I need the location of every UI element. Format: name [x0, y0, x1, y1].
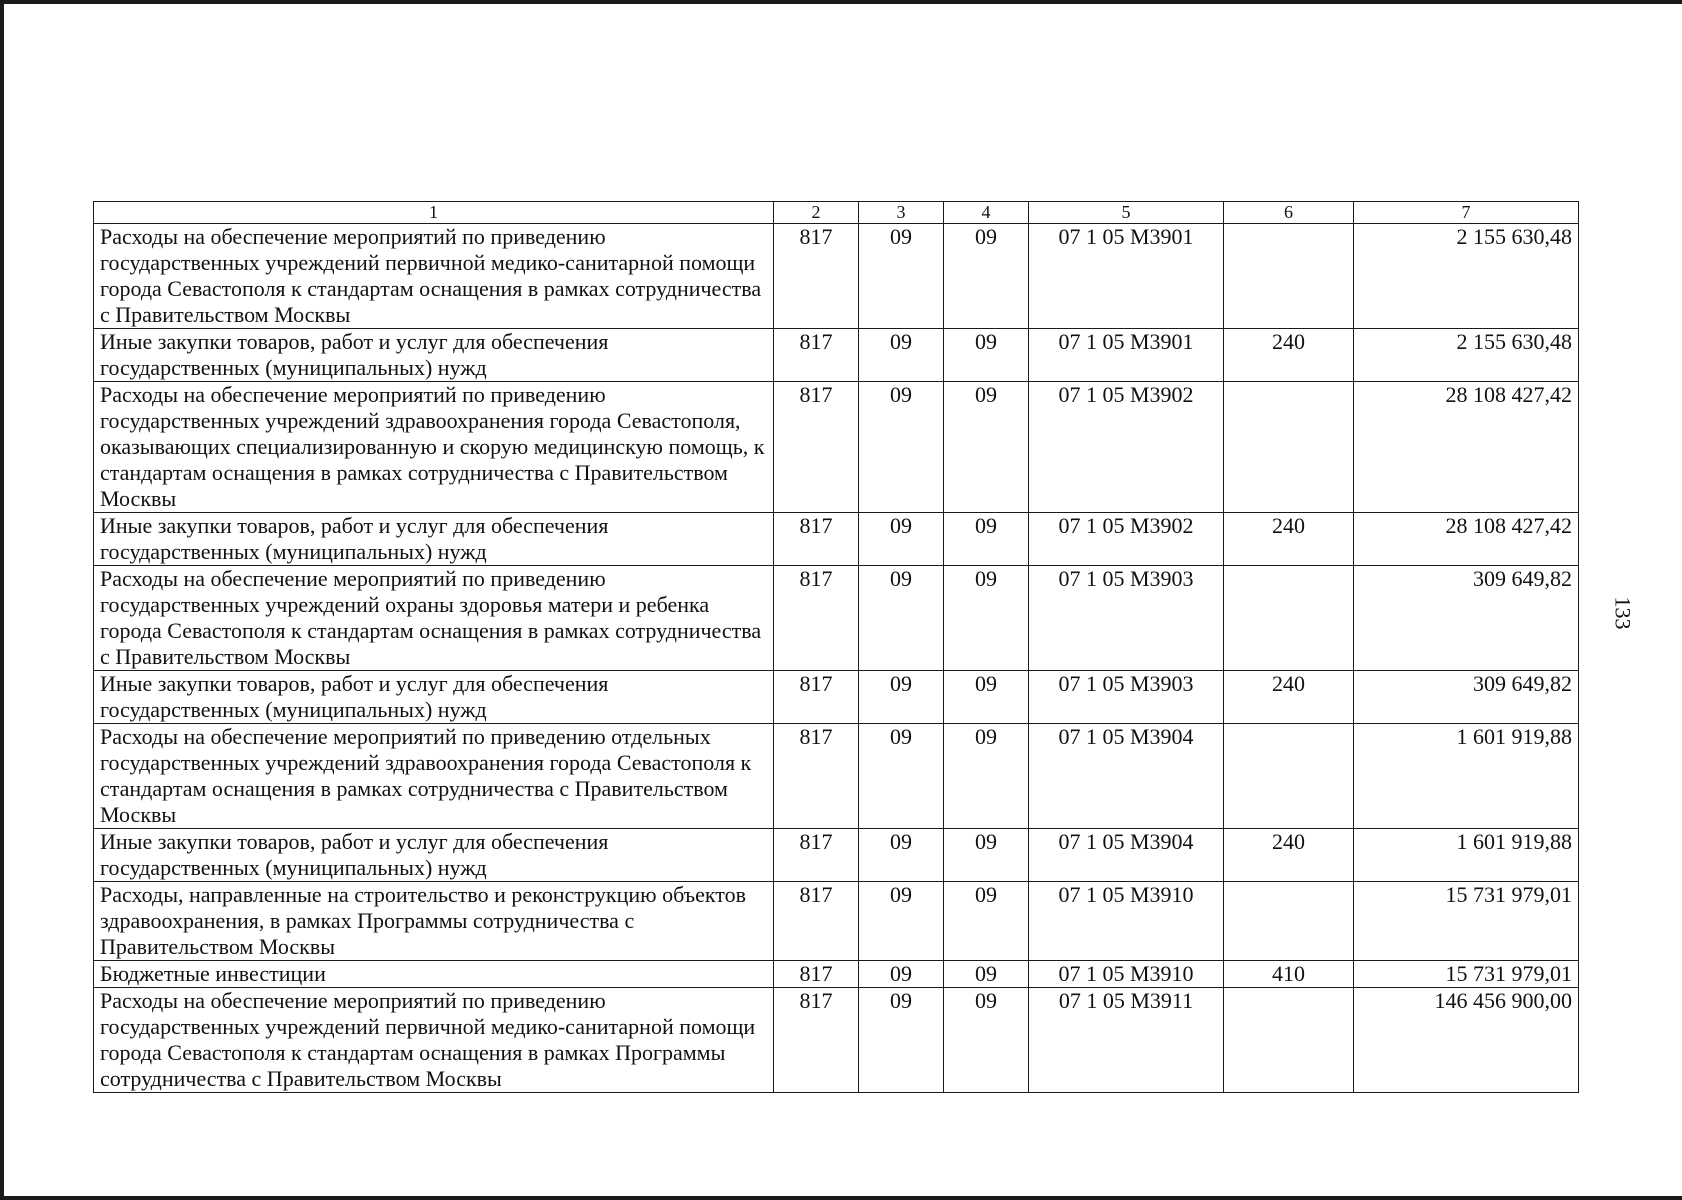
cell-ministry-code: 817	[774, 566, 859, 671]
cell-amount: 1 601 919,88	[1354, 829, 1579, 882]
cell-ministry-code: 817	[774, 882, 859, 961]
cell-expense-type: 240	[1224, 513, 1354, 566]
cell-name: Бюджетные инвестиции	[94, 961, 774, 988]
column-header: 7	[1354, 202, 1579, 224]
column-header: 1	[94, 202, 774, 224]
cell-target-article: 07 1 05 М3904	[1029, 724, 1224, 829]
cell-section: 09	[859, 566, 944, 671]
cell-name: Иные закупки товаров, работ и услуг для обеспечения государственных (муниципальных) нужд	[94, 513, 774, 566]
cell-target-article: 07 1 05 М3910	[1029, 961, 1224, 988]
cell-target-article: 07 1 05 М3904	[1029, 829, 1224, 882]
cell-subsection: 09	[944, 988, 1029, 1093]
cell-amount: 309 649,82	[1354, 671, 1579, 724]
cell-target-article: 07 1 05 М3901	[1029, 224, 1224, 329]
cell-section: 09	[859, 513, 944, 566]
cell-target-article: 07 1 05 М3911	[1029, 988, 1224, 1093]
cell-expense-type: 240	[1224, 671, 1354, 724]
cell-amount: 15 731 979,01	[1354, 961, 1579, 988]
cell-expense-type	[1224, 382, 1354, 513]
cell-ministry-code: 817	[774, 382, 859, 513]
cell-amount: 15 731 979,01	[1354, 882, 1579, 961]
cell-target-article: 07 1 05 М3901	[1029, 329, 1224, 382]
cell-subsection: 09	[944, 961, 1029, 988]
cell-expense-type	[1224, 724, 1354, 829]
cell-section: 09	[859, 382, 944, 513]
cell-expense-type	[1224, 882, 1354, 961]
cell-target-article: 07 1 05 М3903	[1029, 566, 1224, 671]
cell-ministry-code: 817	[774, 988, 859, 1093]
column-header: 5	[1029, 202, 1224, 224]
cell-expense-type: 240	[1224, 829, 1354, 882]
cell-ministry-code: 817	[774, 513, 859, 566]
cell-subsection: 09	[944, 382, 1029, 513]
scan-border-bottom	[0, 1196, 1682, 1200]
cell-name: Расходы на обеспечение мероприятий по приведению государственных учреждений здравоохранения города Севастополя, оказывающих специализированную и скорую медицинскую помощь, к стандартам оснащения в рамках сотрудничества с Правительством Москвы	[94, 382, 774, 513]
cell-expense-type	[1224, 224, 1354, 329]
cell-subsection: 09	[944, 513, 1029, 566]
cell-name: Расходы на обеспечение мероприятий по приведению государственных учреждений первичной медико-санитарной помощи города Севастополя к стандартам оснащения в рамках Программы сотрудничества с Правительством Москвы	[94, 988, 774, 1093]
cell-name: Иные закупки товаров, работ и услуг для обеспечения государственных (муниципальных) нужд	[94, 829, 774, 882]
cell-section: 09	[859, 882, 944, 961]
column-header: 6	[1224, 202, 1354, 224]
cell-expense-type	[1224, 988, 1354, 1093]
cell-target-article: 07 1 05 М3903	[1029, 671, 1224, 724]
cell-expense-type: 240	[1224, 329, 1354, 382]
table-row	[94, 988, 1579, 1093]
cell-amount: 2 155 630,48	[1354, 224, 1579, 329]
cell-subsection: 09	[944, 829, 1029, 882]
cell-amount: 2 155 630,48	[1354, 329, 1579, 382]
cell-ministry-code: 817	[774, 329, 859, 382]
cell-section: 09	[859, 829, 944, 882]
table-row	[94, 224, 1579, 329]
cell-section: 09	[859, 988, 944, 1093]
cell-target-article: 07 1 05 М3902	[1029, 382, 1224, 513]
header-row	[94, 202, 1579, 224]
table-row	[94, 671, 1579, 724]
cell-expense-type: 410	[1224, 961, 1354, 988]
cell-name: Расходы на обеспечение мероприятий по приведению государственных учреждений первичной медико-санитарной помощи города Севастополя к стандартам оснащения в рамках сотрудничества с Правительством Москвы	[94, 224, 774, 329]
table-row	[94, 329, 1579, 382]
table-row	[94, 566, 1579, 671]
cell-ministry-code: 817	[774, 671, 859, 724]
cell-section: 09	[859, 961, 944, 988]
cell-target-article: 07 1 05 М3902	[1029, 513, 1224, 566]
table-row	[94, 382, 1579, 513]
table-row	[94, 724, 1579, 829]
cell-name: Расходы на обеспечение мероприятий по приведению государственных учреждений охраны здоровья матери и ребенка города Севастополя к стандартам оснащения в рамках сотрудничества с Правительством Москвы	[94, 566, 774, 671]
cell-amount: 28 108 427,42	[1354, 513, 1579, 566]
table-row	[94, 829, 1579, 882]
cell-subsection: 09	[944, 566, 1029, 671]
cell-name: Расходы на обеспечение мероприятий по приведению отдельных государственных учреждений здравоохранения города Севастополя к стандартам оснащения в рамках сотрудничества с Правительством Москвы	[94, 724, 774, 829]
column-header: 3	[859, 202, 944, 224]
cell-section: 09	[859, 224, 944, 329]
cell-ministry-code: 817	[774, 961, 859, 988]
cell-subsection: 09	[944, 329, 1029, 382]
page-number: 133	[1610, 596, 1636, 630]
scan-border-top	[0, 0, 1682, 4]
cell-subsection: 09	[944, 724, 1029, 829]
cell-name: Расходы, направленные на строительство и реконструкцию объектов здравоохранения, в рамках Программы сотрудничества с Правительством Москвы	[94, 882, 774, 961]
cell-section: 09	[859, 671, 944, 724]
cell-subsection: 09	[944, 882, 1029, 961]
cell-amount: 309 649,82	[1354, 566, 1579, 671]
cell-ministry-code: 817	[774, 224, 859, 329]
cell-subsection: 09	[944, 224, 1029, 329]
cell-amount: 146 456 900,00	[1354, 988, 1579, 1093]
scan-border-left	[0, 0, 4, 1200]
cell-subsection: 09	[944, 671, 1029, 724]
cell-ministry-code: 817	[774, 829, 859, 882]
cell-section: 09	[859, 724, 944, 829]
table-row	[94, 882, 1579, 961]
cell-amount: 28 108 427,42	[1354, 382, 1579, 513]
table-row	[94, 961, 1579, 988]
cell-expense-type	[1224, 566, 1354, 671]
cell-ministry-code: 817	[774, 724, 859, 829]
cell-amount: 1 601 919,88	[1354, 724, 1579, 829]
table-row	[94, 513, 1579, 566]
cell-target-article: 07 1 05 М3910	[1029, 882, 1224, 961]
cell-name: Иные закупки товаров, работ и услуг для обеспечения государственных (муниципальных) нужд	[94, 329, 774, 382]
cell-section: 09	[859, 329, 944, 382]
budget-table	[93, 201, 1579, 1093]
cell-name: Иные закупки товаров, работ и услуг для обеспечения государственных (муниципальных) нужд	[94, 671, 774, 724]
column-header: 2	[774, 202, 859, 224]
column-header: 4	[944, 202, 1029, 224]
